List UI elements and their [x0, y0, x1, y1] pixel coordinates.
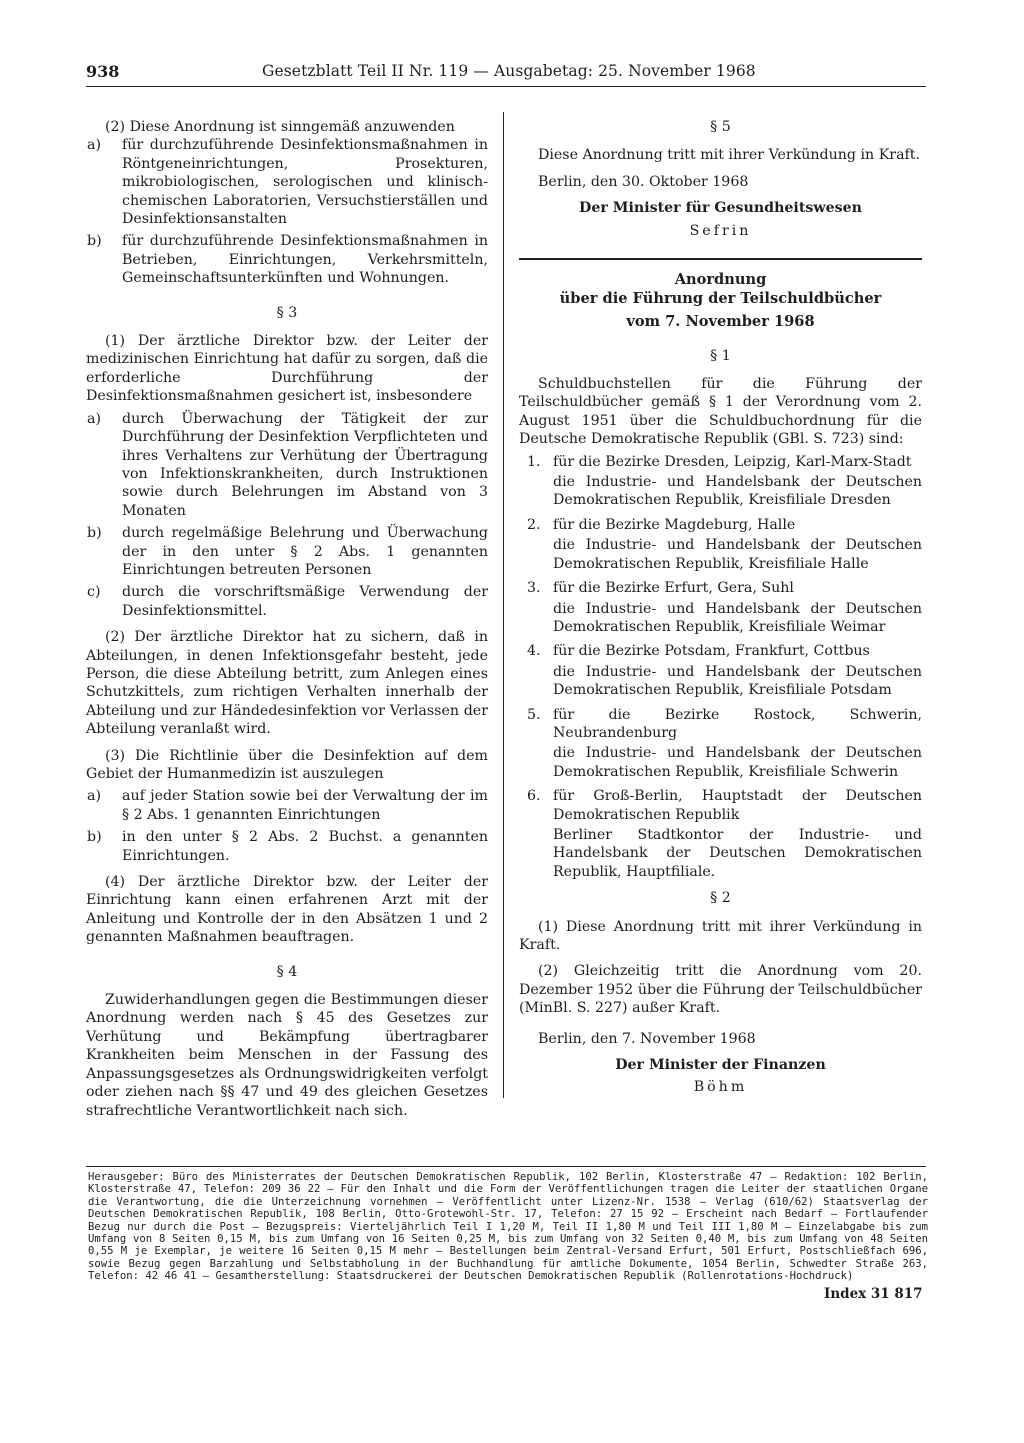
section-heading: § 1 [710, 347, 731, 364]
document-title-line: Anordnung [674, 270, 767, 288]
paragraph: (1) Diese Anordnung tritt mit ihrer Verkündung in Kraft. [519, 918, 922, 953]
list-item-body: Berliner Stadtkontor der Industrie- und Handelsbank der Deutschen Demokratischen Republik, Hauptfiliale. [553, 826, 922, 880]
list-item [519, 787, 922, 881]
left-column [86, 118, 488, 1120]
paragraph: (2) Der ärztliche Direktor hat zu sichern, daß in Abteilungen, in denen Infektionsgefahr besteht, jede Person, die diese Abteilung betritt, zum Anlegen eines Schutzkittels, zum richtigen Verhalten innerhalb der Abteilung und zur Händedesinfektion vor Verlassen der Abteilung veranlaßt wird. [86, 629, 488, 738]
section-rule [519, 258, 922, 260]
paragraph: (3) Die Richtlinie über die Desinfektion auf dem Gebiet der Humanmedizin ist auszulegen [86, 747, 488, 782]
paragraph: Zuwiderhandlungen gegen die Bestimmungen dieser Anordnung werden nach § 45 des Gesetzes zur Verhütung und Bekämpfung übertragbarer Krankheiten beim Menschen in der Fassung des Anpassungsgesetzes als Ordnungswidrigkeiten verfolgt oder ziehen nach §§ 47 und 49 des gleichen Gesetzes strafrechtliche Verantwortlichkeit nach sich. [86, 992, 488, 1119]
paragraph: Schuldbuchstellen für die Führung der Teilschuldbücher gemäß § 1 der Verordnung vom 2. August 1951 über die Schuldbuchordnung für die Deutsche Demokratische Republik (GBl. S. 723) sind: [519, 376, 922, 448]
list-item-body: die Industrie- und Handelsbank der Deutschen Demokratischen Republik, Kreisfiliale Dresden [553, 474, 922, 509]
list-item: a) auf jeder Station sowie bei der Verwaltung der im § 2 Abs. 1 genannten Einrichtungen [87, 788, 488, 823]
index-number: Index 31 817 [824, 1286, 923, 1302]
list-item-head: für die Bezirke Magdeburg, Halle [553, 516, 796, 533]
list-item-head: für die Bezirke Dresden, Leipzig, Karl-Marx-Stadt [553, 453, 912, 470]
list-item: b) für durchzuführende Desinfektionsmaßnahmen in Betrieben, Einrichtungen, Verkehrsmitteln, Gemeinschaftsunterkünften und Wohnungen. [87, 233, 488, 287]
signatory-title: Der Minister für Gesundheitswesen [579, 200, 862, 217]
list-item-number: 4. [527, 643, 541, 660]
list-item-head: für Groß-Berlin, Hauptstadt der Deutschen Demokratischen Republik [553, 788, 922, 823]
list-item: a) für durchzuführende Desinfektionsmaßnahmen in Röntgeneinrichtungen, Prosekturen, mikrobiologischen, serologischen und klinisch-chemischen Laboratorien, Versuchstierställen und Desinfektionsanstalten [87, 137, 488, 228]
list-item [519, 579, 922, 636]
list-item-number: 5. [527, 706, 541, 723]
list-item-body: die Industrie- und Handelsbank der Deutschen Demokratischen Republik, Kreisfiliale Halle [553, 537, 922, 572]
list-item: b) durch regelmäßige Belehrung und Überwachung der in den unter § 2 Abs. 1 genannten Einrichtungen betreuten Personen [87, 525, 488, 578]
list-item-head: für die Bezirke Erfurt, Gera, Suhl [553, 580, 794, 597]
list-item [519, 516, 922, 573]
list-item: b) in den unter § 2 Abs. 2 Buchst. a genannten Einrichtungen. [87, 829, 488, 864]
header-rule [86, 86, 926, 87]
list-item [519, 642, 922, 699]
page-number: 938 [86, 62, 120, 81]
signature-date: Berlin, den 7. November 1968 [538, 1030, 756, 1047]
list-item-body: die Industrie- und Handelsbank der Deutschen Demokratischen Republik, Kreisfiliale Schwerin [553, 745, 922, 780]
header-title: Gesetzblatt Teil II Nr. 119 — Ausgabetag: 25. November 1968 [262, 62, 756, 80]
list-item-number: 1. [527, 453, 541, 470]
section-heading: § 2 [710, 890, 731, 907]
column-divider [503, 112, 504, 1098]
paragraph: Diese Anordnung tritt mit ihrer Verkündung in Kraft. [538, 147, 920, 164]
list-item-number: 2. [527, 516, 541, 533]
imprint: Herausgeber: Büro des Ministerrates der Deutschen Demokratischen Republik, 102 Berlin, Klosterstraße 47 — Redaktion: 102 Berlin, Klosterstraße 47, Telefon: 209 36 22 — Für den Inhalt und die Form der Veröffentlichungen tragen die Leiter der staatlichen Organe die Verantwortung, die die Unterzeichnung vornehmen — Veröffentlicht unter Lizenz-Nr. 1538 — Verlag (610/62) Staatsverlag der Deutschen Demokratischen Republik, 108 Berlin, Otto-Grotewohl-Str. 17, Telefon: 27 15 92 — Erscheint nach Bedarf — Fortlaufender Bezug nur durch die Post — Bezugspreis: Vierteljährlich Teil I 1,20 M, Teil II 1,80 M und Teil III 1,80 M — Einzelabgabe bis zum Umfang von 8 Seiten 0,15 M, bis zum Umfang von 16 Seiten 0,25 M, bis zum Umfang von 32 Seiten 0,40 M, bis zum Umfang von 48 Seiten 0,55 M je Exemplar, je weitere 16 Seiten 0,15 M mehr — Bestellungen beim Zentral-Versand Erfurt, 501 Erfurt, Postschließfach 696, sowie Bezug gegen Barzahlung und Selbstabholung in der Buchhandlung für amtliche Dokumente, 1054 Berlin, Schwedter Straße 263, Telefon: 42 46 41 — Gesamtherstellung: Staatsdruckerei der Deutschen Demokratischen Republik (Rollenrotations-Hochdruck) [88, 1171, 928, 1283]
signatory-title: Der Minister der Finanzen [615, 1057, 826, 1074]
list-item-number: 3. [527, 580, 541, 597]
list-item-head: für die Bezirke Rostock, Schwerin, Neubrandenburg [553, 706, 922, 741]
list-item-number: 6. [527, 788, 541, 805]
paragraph: (2) Diese Anordnung ist sinngemäß anzuwenden [105, 119, 455, 135]
signatory-name: Sefrin [689, 222, 752, 239]
paragraph: (1) Der ärztliche Direktor bzw. der Leiter der medizinischen Einrichtung hat dafür zu sorgen, daß die erforderliche Durchführung der Desinfektionsmaßnahmen gesichert ist, insbesondere [86, 333, 488, 405]
signature-date: Berlin, den 30. Oktober 1968 [538, 173, 749, 190]
footer-rule [86, 1166, 926, 1167]
section-heading: § 3 [276, 304, 298, 321]
institution-list [519, 453, 922, 882]
list-item [519, 453, 922, 510]
list-item-body: die Industrie- und Handelsbank der Deutschen Demokratischen Republik, Kreisfiliale Potsdam [553, 663, 922, 699]
list-item-head: für die Bezirke Potsdam, Frankfurt, Cottbus [553, 643, 870, 660]
paragraph: (4) Der ärztliche Direktor bzw. der Leiter der Einrichtung kann einen erfahrenen Arzt mit der Anleitung und Kontrolle der in den Absätzen 1 und 2 genannten Maßnahmen beauftragen. [86, 874, 488, 946]
list-item: c) durch die vorschriftsmäßige Verwendung der Desinfektionsmittel. [87, 584, 488, 619]
list-item-body: die Industrie- und Handelsbank der Deutschen Demokratischen Republik, Kreisfiliale Weimar [553, 600, 922, 635]
section-heading: § 5 [710, 119, 731, 135]
section-heading: § 4 [276, 963, 298, 980]
paragraph: (2) Gleichzeitig tritt die Anordnung vom 20. Dezember 1952 über die Führung der Teilschuldbücher (MinBl. S. 227) außer Kraft. [519, 963, 922, 1017]
signatory-name: Böhm [693, 1079, 748, 1096]
document-title-line: über die Führung der Teilschuldbücher [559, 289, 882, 307]
document-title-date: vom 7. November 1968 [626, 312, 815, 330]
list-item [519, 706, 922, 782]
right-column [519, 118, 922, 1097]
list-item: a) durch Überwachung der Tätigkeit der zur Durchführung der Desinfektion Verpflichteten und ihres Verhaltens zur Verhütung der Übertragung von Infektionskrankheiten, durch Instruktionen sowie durch Belehrungen im Abstand von 3 Monaten [87, 410, 488, 519]
